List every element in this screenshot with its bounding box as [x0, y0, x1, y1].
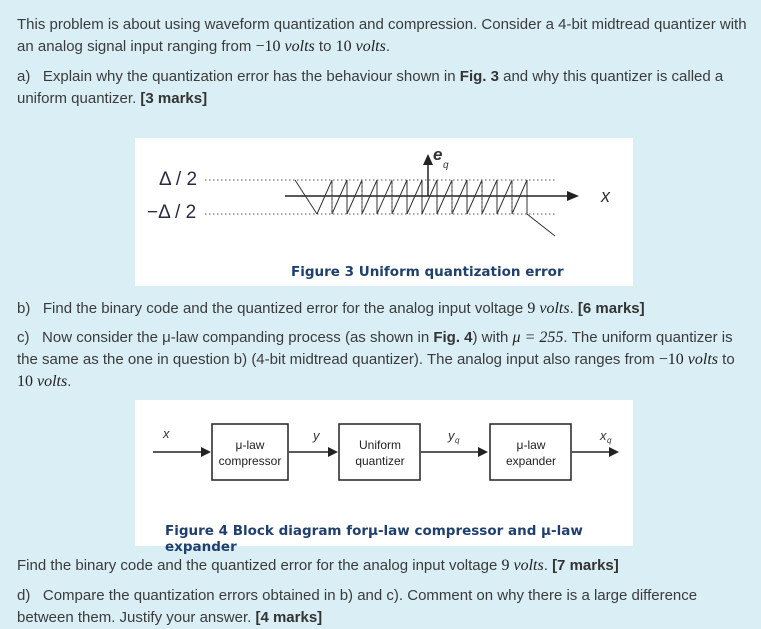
sawtooth-left-tail	[295, 180, 317, 214]
eq-axis-arrowhead	[423, 154, 433, 165]
error-sawtooth	[317, 180, 555, 236]
compressor-label-2: compressor	[218, 454, 282, 468]
label-x: x	[601, 186, 610, 206]
quantizer-label-1: Uniform	[358, 438, 402, 452]
question-d: d) Compare the quantization errors obtained in b) and c). Comment on why there is a large difference between them. Justify your answer. [4 marks]	[17, 587, 698, 626]
expander-block	[490, 424, 571, 480]
range-high-c: 10 volts	[17, 373, 68, 390]
to-word: to	[314, 38, 336, 55]
signal-y-label: y	[313, 428, 320, 443]
marks-c: [7 marks]	[552, 557, 619, 574]
arrow-into-quantizer	[328, 447, 338, 457]
label-minus-delta-half: −Δ / 2	[147, 202, 197, 223]
range-low: −10 volts	[255, 38, 315, 55]
label-e: e	[433, 145, 443, 164]
label-e-sub-q: q	[443, 160, 449, 171]
question-c: c) Now consider the μ-law companding process (as shown in Fig. 4) with μ = 255. The uniform quantizer is the same as the one in question b) (4-bit midtread quantizer). The analog input also ranges from −10 volts to 10 volts.	[17, 329, 735, 390]
figure-3-caption: Figure 3 Uniform quantization error	[291, 264, 564, 280]
signal-yq-sub: q	[455, 436, 460, 445]
quantizer-block	[339, 424, 420, 480]
signal-xq-sub: q	[607, 436, 612, 445]
signal-x-label: x	[163, 426, 170, 441]
marks-a: [3 marks]	[140, 90, 208, 107]
marks-d: [4 marks]	[255, 609, 323, 626]
intro-line2: an analog signal input ranging from	[17, 38, 256, 55]
range-low-c: −10 volts	[658, 351, 719, 368]
figure-3	[135, 138, 633, 286]
input-voltage-b: 9 volts	[527, 300, 570, 317]
question-b-label: b)	[17, 300, 31, 317]
range-high: 10 volts	[335, 38, 386, 55]
question-c-label: c)	[17, 329, 30, 346]
question-a: a) Explain why the quantization error has the behaviour shown in Fig. 3 and why this quantizer is called a uniform quantizer. [3 marks]	[17, 68, 724, 107]
expander-label-1: μ-law	[516, 438, 546, 452]
question-d-label: d)	[17, 587, 31, 604]
arrow-into-compressor	[201, 447, 211, 457]
label-delta-half: Δ / 2	[159, 169, 198, 190]
compressor-label-1: μ-law	[235, 438, 265, 452]
signal-yq-label: y	[448, 428, 455, 443]
x-axis-arrowhead	[567, 191, 579, 201]
marks-b: [6 marks]	[577, 300, 645, 317]
figure-4-caption: Figure 4 Block diagram forμ-law compressor and μ-law expander	[165, 523, 583, 555]
fig3-ref: Fig. 3	[459, 68, 499, 85]
fig4-ref: Fig. 4	[433, 329, 473, 346]
arrow-into-expander	[478, 447, 488, 457]
compressor-block	[212, 424, 288, 480]
figure-4	[135, 400, 633, 555]
signal-xq-label: x	[600, 428, 607, 443]
intro-paragraph: This problem is about using waveform quantization and compression. Consider a 4-bit midtread quantizer with an analog signal input ranging from −10 volts to 10 volts.	[17, 16, 747, 55]
quantizer-label-2: quantizer	[355, 454, 405, 468]
question-a-label: a)	[17, 68, 31, 85]
arrow-output	[609, 447, 619, 457]
question-c-part2: Find the binary code and the quantized error for the analog input voltage 9 volts. [7 marks]	[17, 557, 619, 574]
intro-line1: This problem is about using waveform quantization and compression. Consider a 4-bit midtread quantizer with	[17, 16, 747, 33]
input-voltage-c: 9 volts	[501, 557, 544, 574]
mu-value: μ = 255	[512, 329, 564, 346]
expander-label-2: expander	[505, 454, 557, 468]
question-b: b) Find the binary code and the quantized error for the analog input voltage 9 volts. [6 marks]	[17, 300, 645, 317]
